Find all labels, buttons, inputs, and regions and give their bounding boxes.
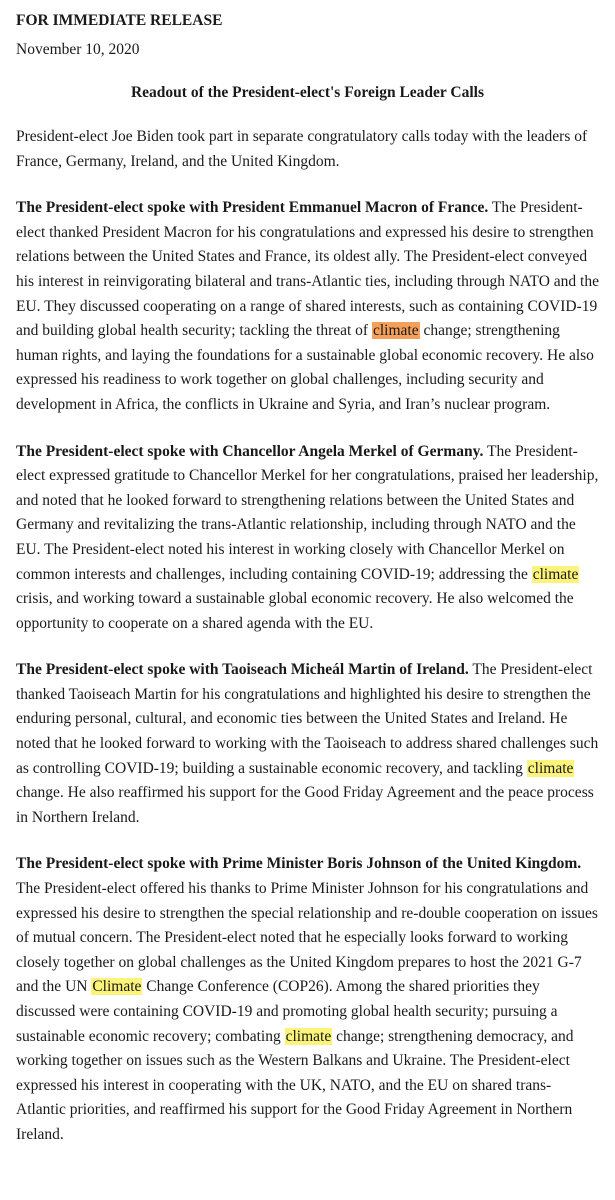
page-title: Readout of the President-elect's Foreign Leader Calls <box>130 84 484 101</box>
section-text: change. He also reaffirmed his support for the Good Friday Agreement and the peace process in Northern Ireland. <box>16 784 594 826</box>
release-label: FOR IMMEDIATE RELEASE <box>16 12 223 29</box>
section-text: change; strengthening democracy, and working together on issues such as the Western Balkans and Ukraine. The President-elect expressed his interest in cooperating with the UK, NATO, and the EU on shared trans-Atlantic priorities, and reaffirmed his support for the Good Friday Agreement in Northern Ireland. <box>16 1027 574 1143</box>
section-united-kingdom <box>16 852 599 1147</box>
highlighted-term: Climate <box>92 978 142 996</box>
section-text: The President-elect expressed gratitude to Chancellor Merkel for her congratulations, praised her leadership, and noted that he looked forward to strengthening relations between the United States and Germany and revitalizing the trans-Atlantic relationship, including through NATO and the EU. The President-elect noted his interest in working closely with Chancellor Merkel on common interests and challenges, including containing COVID-19; addressing the <box>16 442 599 583</box>
section-text: change; strengthening human rights, and laying the foundations for a sustainable global economic recovery. He also expressed his readiness to work together on global challenges, including security and development in Africa, the conflicts in Ukraine and Syria, and Iran’s nuclear program. <box>16 322 594 413</box>
section-germany <box>16 440 599 637</box>
highlighted-term: climate <box>372 322 419 340</box>
section-text: The President-elect offered his thanks to Prime Minister Johnson for his congratulations and expressed his desire to strengthen the special relationship and re-double cooperation on issues of mutual concern. The President-elect noted that he especially looks forward to working closely together on global challenges as the United Kingdom prepares to host the 2021 G-7 and the UN <box>16 880 598 996</box>
section-text: The President-elect thanked Taoiseach Martin for his congratulations and highlighted his desire to strengthen the enduring personal, cultural, and economic ties between the United States and Ireland. He noted that he looked forward to working with the Taoiseach to address shared challenges such as controlling COVID-19; building a sustainable economic recovery, and tackling <box>16 661 599 777</box>
intro-paragraph: President-elect Joe Biden took part in separate congratulatory calls today with the leaders of France, Germany, Ireland, and the United Kingdom. <box>16 128 588 170</box>
highlighted-term: climate <box>527 759 574 777</box>
section-ireland <box>16 658 599 830</box>
section-text: The President-elect thanked President Macron for his congratulations and expressed his desire to strengthen relations between the United States and France, its oldest ally. The President-elect conveyed his interest in reinvigorating bilateral and trans-Atlantic ties, including through NATO and the EU. They discussed cooperating on a range of shared interests, such as containing COVID-19 and building global health security; tackling the threat of <box>16 199 599 340</box>
section-text: Change Conference (COP26). Among the shared priorities they discussed were containing COVID-19 and promoting global health security; pursuing a sustainable economic recovery; combating <box>16 978 558 1045</box>
highlighted-term: climate <box>532 565 579 583</box>
section-lead: The President-elect spoke with Chancellor Angela Merkel of Germany. <box>16 442 484 460</box>
section-france <box>16 196 599 417</box>
release-date: November 10, 2020 <box>16 41 140 58</box>
section-text: crisis, and working toward a sustainable global economic recovery. He also welcomed the opportunity to cooperate on a shared agenda with the EU. <box>16 590 574 632</box>
section-lead: The President-elect spoke with Taoiseach Micheál Martin of Ireland. <box>16 661 469 679</box>
highlighted-term: climate <box>285 1027 332 1045</box>
section-lead: The President-elect spoke with Prime Minister Boris Johnson of the United Kingdom. <box>16 855 582 873</box>
section-lead: The President-elect spoke with President Emmanuel Macron of France. <box>16 199 489 217</box>
